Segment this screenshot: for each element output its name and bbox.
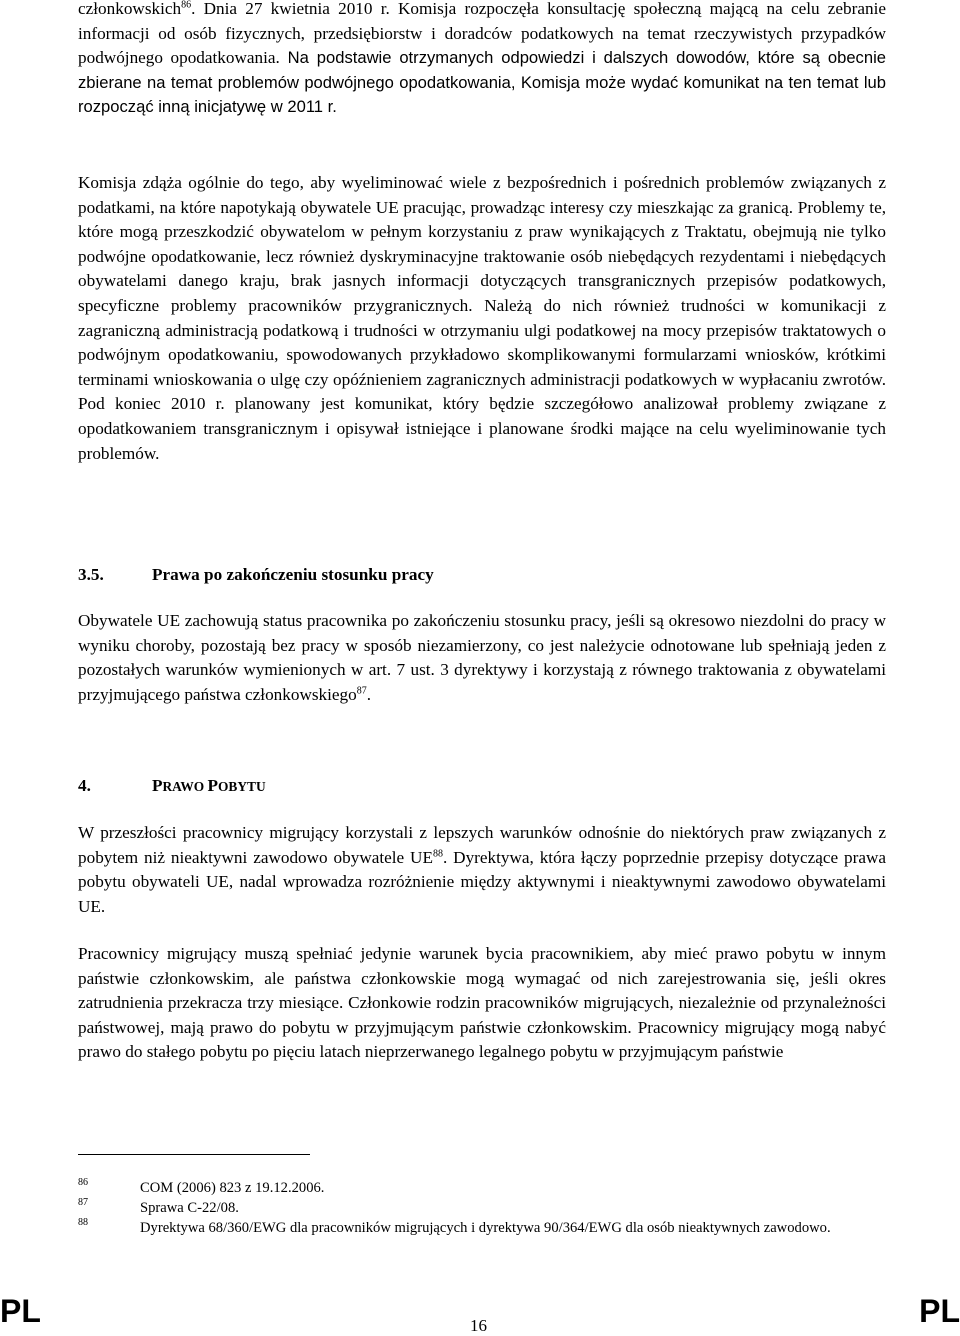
paragraph-4-text: W przeszłości pracownicy migrujący korzystali z lepszych warunków odnośnie do niektórych praw związanych z pobytem niż nieaktywni zawodowo obywatele UE: [78, 823, 886, 867]
page-number: 16: [470, 1316, 487, 1335]
footnote-ref-87[interactable]: 87: [356, 685, 367, 697]
paragraph-1-lead: członkowskich: [78, 0, 182, 18]
paragraph-3: [78, 609, 886, 707]
footnote-text: COM (2006) 823 z 19.12.2006.: [140, 1180, 325, 1196]
section-3-5-heading: [78, 565, 434, 585]
paragraph-1: [78, 0, 886, 120]
footnote-ref-86[interactable]: 86: [181, 0, 192, 11]
section-3-5-number: 3.5.: [78, 565, 104, 584]
section-4-heading: [78, 776, 266, 796]
footnote-separator: [78, 1154, 310, 1155]
section-4-number: 4.: [78, 776, 91, 795]
footer-language-left: PL: [0, 1293, 41, 1329]
footnote-text: Dyrektywa 68/360/EWG dla pracowników migrujących i dyrektywa 90/364/EWG dla osób nieaktywnych zawodowo.: [140, 1220, 831, 1236]
footnote-number: 88: [78, 1217, 88, 1228]
paragraph-2: Komisja zdąża ogólnie do tego, aby wyeliminować wiele z bezpośrednich i pośrednich problemów związanych z podatkami, na które napotykają obywatele UE pracując, prowadząc interesy czy mieszkając za granicą. Problemy te, które mogą przeszkodzić obywatelom w pełnym korzystaniu z praw wynikających z Traktatu, obejmują nie tylko podwójne opodatkowanie, lecz również dyskryminacyjne traktowanie osób niebędących rezydentami i niebędących obywatelami danego kraju, brak jasnych informacji dotyczących transgranicznych przepisów podatkowych, specyficzne problemy pracowników przygranicznych. Należą do nich również trudności w komunikacji z zagraniczną administracją podatkową i trudności w otrzymaniu ulgi podatkowej na mocy przepisów traktatowych o podwójnym opodatkowaniu, spowodowanych przykładowo skomplikowanymi formularzami wniosków, krótkimi terminami wnioskowania o ulgę czy opóźnieniem zagranicznych administracji podatkowych w wypłacaniu zwrotów. Pod koniec 2010 r. planowany jest komunikat, który będzie szczegółowo analizował problemy związane z opodatkowaniem transgranicznym i opisywał istniejące i planowane środki mające na celu wyeliminowanie tych problemów.: [78, 173, 886, 463]
paragraph-1-text: . Dnia 27 kwietnia 2010 r. Komisja rozpoczęła konsultację społeczną mającą na celu zebranie informacji od osób fizycznych, przedsiębiorstw i doradców podatkowych na temat rzeczywistych przypadków podwójnego opodatkowania.: [78, 0, 886, 68]
footnote-number: 86: [78, 1177, 88, 1188]
paragraph-3-tail: .: [366, 684, 372, 704]
section-4-title: PRAWO POBYTU: [152, 776, 266, 795]
section-3-5-title: Prawa po zakończeniu stosunku pracy: [152, 565, 434, 584]
footer-language-right: PL: [919, 1293, 960, 1329]
paragraph-4-tail: . Dyrektywa, która łączy poprzednie przepisy dotyczące prawa pobytu obywateli UE, nadal wprowadza rozróżnienie między aktywnymi i nieaktywnymi zawodowo obywatelami UE.: [78, 847, 886, 916]
paragraph-1-sans-text: Na podstawie otrzymanych odpowiedzi i dalszych dowodów, które są obecnie zbierane na temat problemów podwójnego opodatkowania, Komisja może wydać komunikat na ten temat lub rozpocząć inną inicjatywę w 2011 r.: [78, 48, 887, 117]
paragraph-3-text: Obywatele UE zachowują status pracownika po zakończeniu stosunku pracy, jeśli są okresowo niezdolni do pracy w wyniku choroby, pozostają bez pracy w sposób niezamierzony, co jest należycie odnotowane lub spełniają jeden z pozostałych warunków wymienionych w art. 7 ust. 3 dyrektywy i korzystają z równego traktowania z obywatelami przyjmującego państwa członkowskiego: [78, 611, 886, 704]
footnote-ref-88[interactable]: 88: [432, 847, 443, 859]
paragraph-5: Pracownicy migrujący muszą spełniać jedynie warunek bycia pracownikiem, aby mieć prawo pobytu w innym państwie członkowskim, ale państwa członkowskie mogą wymagać od nich zarejestrowania się, jeśli okres zatrudnienia przekracza trzy miesiące. Członkowie rodzin pracowników migrujących, niezależnie od przynależności państwowej, mają prawo do pobytu w przyjmującym państwie członkowskim. Pracownicy migrujący mogą nabyć prawo do stałego pobytu po pięciu latach nieprzerwanego legalnego pobytu w przyjmującym państwie: [78, 944, 886, 1062]
footnote-text: Sprawa C-22/08.: [140, 1200, 239, 1216]
paragraph-4: [78, 821, 886, 919]
footnote-number: 87: [78, 1197, 88, 1208]
